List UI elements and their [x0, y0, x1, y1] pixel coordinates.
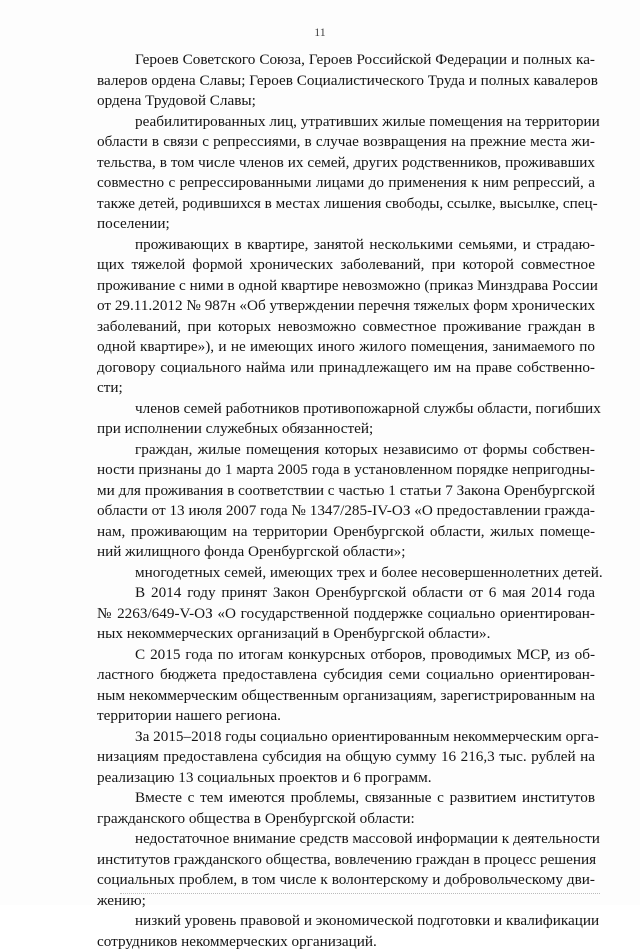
paragraph [97, 563, 595, 584]
text-line: совместно с репрессированными лицами до применения к ним репрессий, а [97, 173, 595, 194]
text-line: нам, проживающим на территории Оренбургской области, жилых помеще- [97, 522, 595, 543]
text-line: ным некоммерческим общественным организациям, зарегистрированным на [97, 686, 595, 707]
text-line: договору социального найма или принадлежащего им на праве собственно- [97, 358, 595, 379]
text-line: граждан, жилые помещения которых независимо от формы собствен- [97, 440, 595, 461]
paragraph [97, 727, 595, 789]
paragraph [97, 829, 595, 911]
text-line: поселении; [97, 214, 595, 235]
text-line: ластного бюджета предоставлена субсидия семи социально ориентирован- [97, 665, 595, 686]
text-line: валеров ордена Славы; Героев Социалистического Труда и полных кавалеров [97, 71, 595, 92]
paragraph [97, 645, 595, 727]
text-line: С 2015 года по итогам конкурсных отборов, проводимых МСР, из об- [97, 645, 595, 666]
text-line: ных некоммерческих организаций в Оренбургской области». [97, 624, 595, 645]
paragraph [97, 583, 595, 645]
text-line: гражданского общества в Оренбургской области: [97, 809, 595, 830]
text-line: жению; [97, 891, 595, 912]
text-line: также детей, родившихся в местах лишения свободы, ссылке, высылке, спец- [97, 194, 595, 215]
document-body [97, 50, 595, 952]
text-line: В 2014 году принят Закон Оренбургской области от 6 мая 2014 года [97, 583, 595, 604]
text-line: членов семей работников противопожарной службы области, погибших [97, 399, 595, 420]
text-line: при исполнении служебных обязанностей; [97, 419, 595, 440]
text-line: низкий уровень правовой и экономической подготовки и квалификации [97, 911, 595, 932]
paragraph [97, 235, 595, 399]
text-line: ордена Трудовой Славы; [97, 91, 595, 112]
text-line: тельства, в том числе членов их семей, других родственников, проживавших [97, 153, 595, 174]
page-number: 11 [0, 25, 640, 40]
text-line: низациям предоставлена субсидия на общую сумму 16 216,3 тыс. рублей на [97, 747, 595, 768]
paragraph [97, 440, 595, 563]
text-line: ми для проживания в соответствии с частью 1 статьи 7 Закона Оренбургской [97, 481, 595, 502]
text-line: области в связи с репрессиями, в случае возвращения на прежние места жи- [97, 132, 595, 153]
text-line: области от 13 июля 2007 года № 1347/285-IV-ОЗ «О предоставлении гражда- [97, 501, 595, 522]
paragraph [97, 50, 595, 112]
paragraph [97, 911, 595, 952]
text-line: от 29.11.2012 № 987н «Об утверждении перечня тяжелых форм хронических [97, 296, 595, 317]
text-line: заболеваний, при которых невозможно совместное проживание граждан в [97, 317, 595, 338]
text-line: За 2015–2018 годы социально ориентированным некоммерческим орга- [97, 727, 595, 748]
text-line: сти; [97, 378, 595, 399]
text-line: многодетных семей, имеющих трех и более несовершеннолетних детей. [97, 563, 595, 584]
text-line: Героев Советского Союза, Героев Российской Федерации и полных ка- [97, 50, 595, 71]
text-line: ности признаны до 1 марта 2005 года в установленном порядке непригодны- [97, 460, 595, 481]
text-line: проживание с ними в одной квартире невозможно (приказ Минздрава России [97, 276, 595, 297]
text-line: институтов гражданского общества, вовлечению граждан в процесс решения [97, 850, 595, 871]
text-line: щих тяжелой формой хронических заболеваний, при которой совместное [97, 255, 595, 276]
text-line: Вместе с тем имеются проблемы, связанные с развитием институтов [97, 788, 595, 809]
text-line: социальных проблем, в том числе к волонтерскому и добровольческому дви- [97, 870, 595, 891]
scan-bottom-edge [120, 893, 600, 894]
paragraph [97, 112, 595, 235]
text-line: ний жилищного фонда Оренбургской области»; [97, 542, 595, 563]
text-line: одной квартире»), и не имеющих иного жилого помещения, занимаемого по [97, 337, 595, 358]
text-line: проживающих в квартире, занятой несколькими семьями, и страдаю- [97, 235, 595, 256]
text-line: сотрудников некоммерческих организаций. [97, 932, 595, 952]
text-line: № 2263/649-V-ОЗ «О государственной поддержке социально ориентирован- [97, 604, 595, 625]
text-line: реализацию 13 социальных проектов и 6 программ. [97, 768, 595, 789]
text-line: реабилитированных лиц, утративших жилые помещения на территории [97, 112, 595, 133]
paragraph [97, 399, 595, 440]
paragraph [97, 788, 595, 829]
text-line: территории нашего региона. [97, 706, 595, 727]
text-line: недостаточное внимание средств массовой информации к деятельности [97, 829, 595, 850]
